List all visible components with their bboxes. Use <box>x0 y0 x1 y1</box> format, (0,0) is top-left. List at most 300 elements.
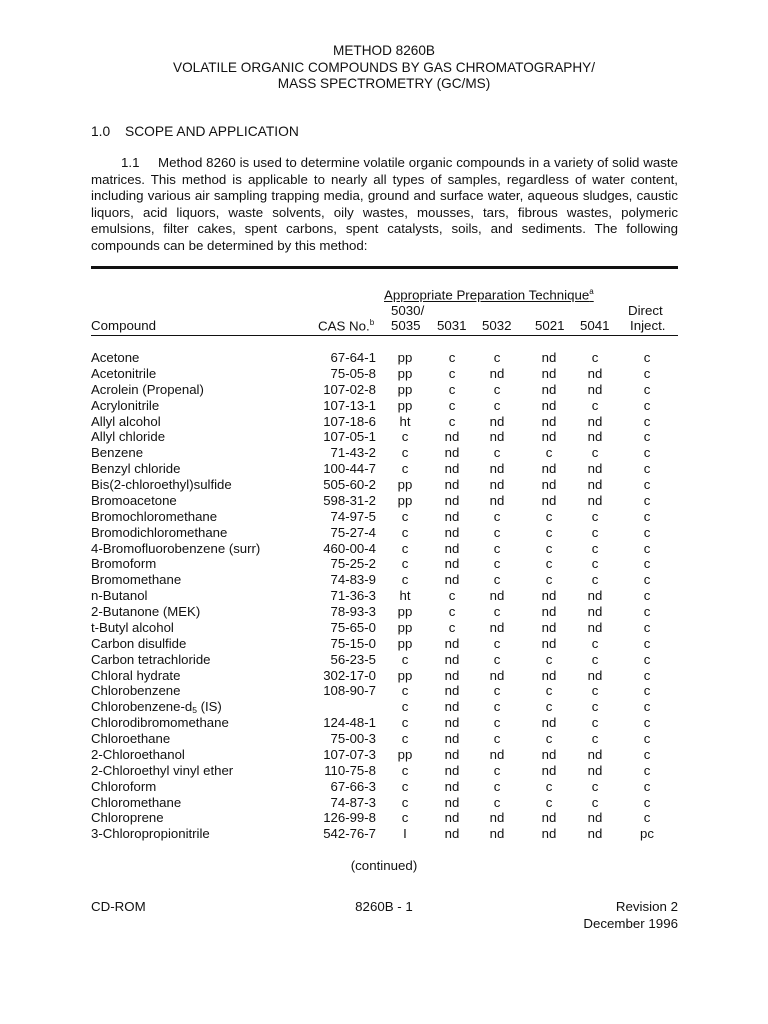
technique-code: nd <box>444 778 460 794</box>
technique-code: nd <box>541 461 557 477</box>
compound-name: 4-Bromofluorobenzene (surr) <box>91 540 261 556</box>
technique-code: nd <box>541 429 557 445</box>
technique-code: nd <box>587 604 603 619</box>
technique-code: pp <box>397 381 413 397</box>
technique-code: nd <box>541 715 557 731</box>
technique-code: c <box>591 508 599 524</box>
table-row <box>0 826 768 842</box>
technique-code: c <box>401 445 409 461</box>
technique-code: c <box>545 699 553 715</box>
cas-number: 302-17-0 <box>323 667 376 683</box>
table-row <box>0 779 768 795</box>
technique-code: nd <box>541 635 557 651</box>
technique-code: c <box>401 762 409 778</box>
technique-code: c <box>643 651 651 667</box>
cas-number: 126-99-8 <box>323 810 376 826</box>
table-row <box>0 382 768 398</box>
technique-code: c <box>591 540 599 556</box>
technique-code: c <box>545 524 553 540</box>
technique-code: c <box>401 778 409 794</box>
technique-code: pp <box>397 365 413 381</box>
section-title: SCOPE AND APPLICATION <box>125 124 299 139</box>
technique-code: c <box>643 556 651 572</box>
technique-code: nd <box>541 492 557 508</box>
continued-note: (continued) <box>350 858 418 873</box>
technique-code: c <box>643 413 651 429</box>
technique-code: c <box>401 524 409 540</box>
technique-code: nd <box>541 350 557 365</box>
technique-code: c <box>545 683 553 699</box>
technique-code: c <box>591 715 599 731</box>
technique-code: ht <box>399 588 411 604</box>
cas-number: 67-66-3 <box>330 778 376 794</box>
compound-name: n-Butanol <box>91 588 148 604</box>
technique-code: c <box>493 397 501 413</box>
technique-code: pp <box>397 492 413 508</box>
cas-number: 107-02-8 <box>323 381 376 397</box>
technique-code: nd <box>444 651 460 667</box>
technique-code: nd <box>444 572 460 588</box>
col-5035: 5035 <box>391 318 421 333</box>
table-row <box>0 414 768 430</box>
technique-code: c <box>401 429 409 445</box>
technique-code: c <box>493 731 501 746</box>
technique-code: c <box>493 556 501 572</box>
technique-code: nd <box>444 715 460 731</box>
technique-code: nd <box>489 492 505 508</box>
cas-number: 110-75-8 <box>324 762 376 778</box>
compound-name: Chlorodibromomethane <box>91 715 229 731</box>
compound-table-body <box>0 350 768 842</box>
technique-code: c <box>401 540 409 556</box>
technique-code: c <box>448 413 456 429</box>
technique-code: nd <box>444 477 460 492</box>
table-row <box>0 604 768 620</box>
cas-number: 74-87-3 <box>330 794 376 810</box>
technique-code: c <box>591 699 599 715</box>
table-row <box>0 747 768 763</box>
cas-number: 124-48-1 <box>323 715 376 731</box>
technique-code: nd <box>444 445 460 461</box>
technique-code: nd <box>587 477 603 492</box>
cas-number: 108-90-7 <box>323 683 376 699</box>
technique-code: c <box>401 731 409 746</box>
revision-date: December 1996 <box>583 915 678 931</box>
technique-code: c <box>643 492 651 508</box>
technique-code: c <box>545 508 553 524</box>
technique-code: c <box>591 350 599 365</box>
cas-number: 56-23-5 <box>330 651 376 667</box>
technique-code: c <box>591 794 599 810</box>
cas-number: 598-31-2 <box>323 492 376 508</box>
technique-code: pp <box>397 477 413 492</box>
technique-code: c <box>643 381 651 397</box>
compound-name: t-Butyl alcohol <box>91 619 174 635</box>
technique-code: c <box>643 508 651 524</box>
technique-code: pp <box>397 746 413 762</box>
technique-code: c <box>643 397 651 413</box>
compound-name: Acrolein (Propenal) <box>91 381 204 397</box>
technique-code: c <box>493 381 501 397</box>
technique-code: c <box>493 572 501 588</box>
compound-name: Benzene <box>91 445 144 461</box>
technique-code: c <box>643 477 651 492</box>
technique-code: c <box>545 794 553 810</box>
compound-name: Chloroethane <box>91 731 171 746</box>
technique-code: c <box>493 524 501 540</box>
technique-code: c <box>591 635 599 651</box>
technique-code: c <box>493 715 501 731</box>
technique-code: nd <box>587 667 603 683</box>
technique-code: nd <box>541 397 557 413</box>
technique-code: c <box>643 794 651 810</box>
technique-code: c <box>643 810 651 826</box>
table-top-rule <box>91 266 678 269</box>
technique-code: nd <box>541 381 557 397</box>
col-5031: 5031 <box>437 318 467 333</box>
technique-code: c <box>448 397 456 413</box>
technique-code: c <box>401 699 409 715</box>
table-row <box>0 429 768 445</box>
table-row <box>0 541 768 557</box>
col-5041: 5041 <box>580 318 610 333</box>
technique-footnote: a <box>589 287 594 296</box>
table-row <box>0 461 768 477</box>
technique-code: nd <box>489 477 505 492</box>
technique-code: c <box>448 604 456 619</box>
technique-code: nd <box>587 381 603 397</box>
table-row <box>0 445 768 461</box>
technique-code: c <box>643 731 651 746</box>
technique-code: c <box>591 778 599 794</box>
technique-code: nd <box>587 588 603 604</box>
compound-name: Chloroform <box>91 778 157 794</box>
technique-code: pp <box>397 350 413 365</box>
technique-code: nd <box>587 826 603 842</box>
technique-code: nd <box>489 413 505 429</box>
compound-name: Acetone <box>91 350 140 365</box>
cas-number: 74-83-9 <box>330 572 376 588</box>
technique-code: nd <box>587 492 603 508</box>
technique-code: nd <box>587 461 603 477</box>
technique-code: c <box>643 746 651 762</box>
cas-number: 67-64-1 <box>330 350 376 365</box>
technique-code: nd <box>444 810 460 826</box>
technique-code: nd <box>587 619 603 635</box>
technique-code: nd <box>489 826 505 842</box>
table-row <box>0 525 768 541</box>
technique-code: c <box>545 731 553 746</box>
technique-code: c <box>493 635 501 651</box>
technique-code: c <box>493 762 501 778</box>
technique-code: pp <box>397 604 413 619</box>
technique-code: c <box>401 556 409 572</box>
technique-code: c <box>591 572 599 588</box>
technique-code: c <box>493 683 501 699</box>
technique-code: I <box>403 826 407 842</box>
technique-code: nd <box>444 524 460 540</box>
table-row <box>0 509 768 525</box>
compound-name: Allyl chloride <box>91 429 166 445</box>
page-number: 8260B - 1 <box>355 899 413 914</box>
cas-number: 78-93-3 <box>330 604 376 619</box>
cas-number: 71-36-3 <box>330 588 376 604</box>
compound-name: Bromoacetone <box>91 492 177 508</box>
technique-code: c <box>448 588 456 604</box>
technique-code: c <box>643 540 651 556</box>
compound-name: Chlorobenzene <box>91 683 181 699</box>
technique-code: nd <box>587 746 603 762</box>
section-number: 1.0 <box>91 124 111 139</box>
technique-code: c <box>545 540 553 556</box>
technique-code: c <box>493 699 501 715</box>
technique-code: nd <box>489 588 505 604</box>
compound-name: Acrylonitrile <box>91 397 160 413</box>
technique-code: pc <box>640 826 654 842</box>
technique-code: nd <box>444 794 460 810</box>
compound-name: Chloral hydrate <box>91 667 181 683</box>
technique-code: c <box>643 604 651 619</box>
cas-number: 107-05-1 <box>323 429 376 445</box>
cas-number: 71-43-2 <box>330 445 376 461</box>
col-5030-top: 5030/ <box>391 303 425 318</box>
col-direct-top: Direct <box>628 303 663 318</box>
compound-name: Chlorobenzene-$d_5$ (IS) <box>91 699 222 716</box>
technique-code: nd <box>489 429 505 445</box>
technique-code: nd <box>444 826 460 842</box>
technique-code: ht <box>399 413 411 429</box>
technique-code: c <box>591 556 599 572</box>
technique-code: c <box>643 588 651 604</box>
compound-name: Carbon tetrachloride <box>91 651 211 667</box>
technique-code: nd <box>541 826 557 842</box>
technique-code: nd <box>444 429 460 445</box>
technique-code: c <box>643 365 651 381</box>
technique-code: c <box>591 731 599 746</box>
paragraph-number: 1.1 <box>121 155 140 170</box>
table-header-rule <box>91 335 678 336</box>
col-cas: CAS No.$^b$ <box>318 318 375 334</box>
technique-code: c <box>591 397 599 413</box>
technique-code: c <box>591 683 599 699</box>
technique-code: nd <box>587 429 603 445</box>
technique-code: nd <box>489 365 505 381</box>
technique-code: c <box>401 572 409 588</box>
technique-code: c <box>643 572 651 588</box>
compound-name: Carbon disulfide <box>91 635 187 651</box>
cas-number: 75-15-0 <box>330 635 376 651</box>
technique-code: nd <box>541 762 557 778</box>
technique-code: nd <box>541 604 557 619</box>
technique-code: c <box>493 604 501 619</box>
technique-code: nd <box>444 746 460 762</box>
technique-code: pp <box>397 667 413 683</box>
cas-footnote: b <box>369 318 375 327</box>
method-number: METHOD 8260B <box>333 43 435 58</box>
technique-code: nd <box>489 810 505 826</box>
table-row <box>0 715 768 731</box>
technique-code: c <box>448 350 456 365</box>
technique-code: nd <box>444 683 460 699</box>
technique-code: c <box>493 540 501 556</box>
technique-code: nd <box>444 731 460 746</box>
technique-code: c <box>643 715 651 731</box>
technique-code: c <box>643 683 651 699</box>
table-row <box>0 556 768 572</box>
cas-number: 74-97-5 <box>330 508 376 524</box>
table-row <box>0 683 768 699</box>
technique-code: c <box>591 651 599 667</box>
technique-code: nd <box>541 619 557 635</box>
technique-code: c <box>643 461 651 477</box>
compound-name: 2-Butanone (MEK) <box>91 604 201 619</box>
compound-name: Bis(2-chloroethyl)sulfide <box>91 477 232 492</box>
technique-code: nd <box>444 556 460 572</box>
technique-code: c <box>643 429 651 445</box>
technique-code: nd <box>444 762 460 778</box>
cas-number: 100-44-7 <box>323 461 376 477</box>
technique-code: c <box>643 667 651 683</box>
technique-code: nd <box>444 635 460 651</box>
technique-code: nd <box>541 477 557 492</box>
table-row <box>0 795 768 811</box>
technique-code: c <box>643 699 651 715</box>
table-row <box>0 477 768 493</box>
title-line-1: VOLATILE ORGANIC COMPOUNDS BY GAS CHROMATOGRAPHY/ <box>173 59 595 75</box>
compound-name: Benzyl chloride <box>91 461 181 477</box>
table-row <box>0 572 768 588</box>
table-row <box>0 366 768 382</box>
table-row <box>0 398 768 414</box>
compound-name: Chloroprene <box>91 810 164 826</box>
compound-name: Bromoform <box>91 556 157 572</box>
title-line-2: MASS SPECTROMETRY (GC/MS) <box>277 76 491 91</box>
table-row <box>0 350 768 366</box>
technique-code: nd <box>444 492 460 508</box>
technique-code: c <box>401 461 409 477</box>
technique-code: c <box>448 381 456 397</box>
technique-code: nd <box>444 699 460 715</box>
technique-header: Appropriate Preparation Technique$^a$ <box>384 287 594 303</box>
compound-name: 3-Chloropropionitrile <box>91 826 210 842</box>
table-row <box>0 810 768 826</box>
technique-code: nd <box>541 810 557 826</box>
col-direct-inject: Inject. <box>630 318 666 333</box>
technique-code: c <box>643 350 651 365</box>
compound-name: Bromochloromethane <box>91 508 218 524</box>
cas-number: 75-25-2 <box>330 556 376 572</box>
technique-code: nd <box>489 619 505 635</box>
technique-code: c <box>545 651 553 667</box>
technique-code: c <box>545 445 553 461</box>
compound-name: Bromodichloromethane <box>91 524 228 540</box>
technique-code: c <box>545 556 553 572</box>
cas-number: 107-18-6 <box>323 413 376 429</box>
technique-code: c <box>591 524 599 540</box>
technique-code: nd <box>444 667 460 683</box>
technique-code: c <box>545 778 553 794</box>
technique-code: c <box>401 651 409 667</box>
cas-number: 107-07-3 <box>323 746 376 762</box>
compound-name: 2-Chloroethanol <box>91 746 185 762</box>
scope-paragraph <box>91 155 678 254</box>
technique-code: nd <box>541 746 557 762</box>
compound-name: Acetonitrile <box>91 365 157 381</box>
technique-code: c <box>401 508 409 524</box>
table-row <box>0 699 768 715</box>
technique-code: c <box>401 794 409 810</box>
technique-code: nd <box>587 762 603 778</box>
technique-code: nd <box>489 461 505 477</box>
technique-code: pp <box>397 635 413 651</box>
col-5032: 5032 <box>482 318 512 333</box>
cas-number: 75-65-0 <box>330 619 376 635</box>
technique-code: nd <box>587 810 603 826</box>
technique-code: c <box>401 715 409 731</box>
compound-name: 2-Chloroethyl vinyl ether <box>91 762 234 778</box>
technique-code: nd <box>444 540 460 556</box>
revision-label: Revision 2 <box>615 899 678 914</box>
technique-code: c <box>493 508 501 524</box>
cas-number: 107-13-1 <box>323 397 376 413</box>
table-row <box>0 620 768 636</box>
compound-name: Bromomethane <box>91 572 182 588</box>
technique-code: nd <box>541 413 557 429</box>
technique-code: c <box>643 619 651 635</box>
table-row <box>0 493 768 509</box>
table-row <box>0 668 768 684</box>
technique-code: c <box>493 350 501 365</box>
technique-code: c <box>401 683 409 699</box>
technique-code: c <box>643 762 651 778</box>
cas-number: 75-05-8 <box>330 365 376 381</box>
technique-code: nd <box>541 365 557 381</box>
technique-code: nd <box>587 365 603 381</box>
compound-name: Chloromethane <box>91 794 182 810</box>
footer-revision <box>583 899 678 932</box>
cas-number: 75-00-3 <box>330 731 376 746</box>
col-compound: Compound <box>91 318 157 333</box>
technique-code: c <box>493 778 501 794</box>
cas-number: 505-60-2 <box>323 477 376 492</box>
technique-code: pp <box>397 397 413 413</box>
technique-code: c <box>493 794 501 810</box>
technique-code: c <box>401 810 409 826</box>
technique-code: nd <box>541 588 557 604</box>
table-row <box>0 731 768 747</box>
cas-number: 460-00-4 <box>323 540 376 556</box>
paragraph-text: Method 8260 is used to determine volatile organic compounds in a variety of solid waste matrices. This method is applicable to nearly all types of samples, regardless of water content, including various air sampling trapping media, ground and surface water, aqueous sludges, caustic liquors, acid liquors, waste solvents, oily wastes, mousses, tars, fibrous wastes, polymeric emulsions, filter cakes, spent carbons, spent catalysts, soils, and sediments. The following compounds can be determined by this method: <box>91 155 678 253</box>
technique-code: c <box>448 619 456 635</box>
technique-code: c <box>493 651 501 667</box>
technique-code: nd <box>444 508 460 524</box>
document-title <box>0 43 768 93</box>
technique-code: c <box>493 445 501 461</box>
technique-code: c <box>643 778 651 794</box>
cas-number: 75-27-4 <box>330 524 376 540</box>
technique-code: c <box>643 635 651 651</box>
technique-code: c <box>643 445 651 461</box>
section-heading <box>91 124 299 139</box>
compound-name: Allyl alcohol <box>91 413 161 429</box>
technique-code: c <box>448 365 456 381</box>
technique-code: c <box>545 572 553 588</box>
technique-code: nd <box>587 413 603 429</box>
technique-code: c <box>643 524 651 540</box>
cas-number: 542-76-7 <box>323 826 376 842</box>
col-5021: 5021 <box>535 318 565 333</box>
technique-code: nd <box>541 667 557 683</box>
